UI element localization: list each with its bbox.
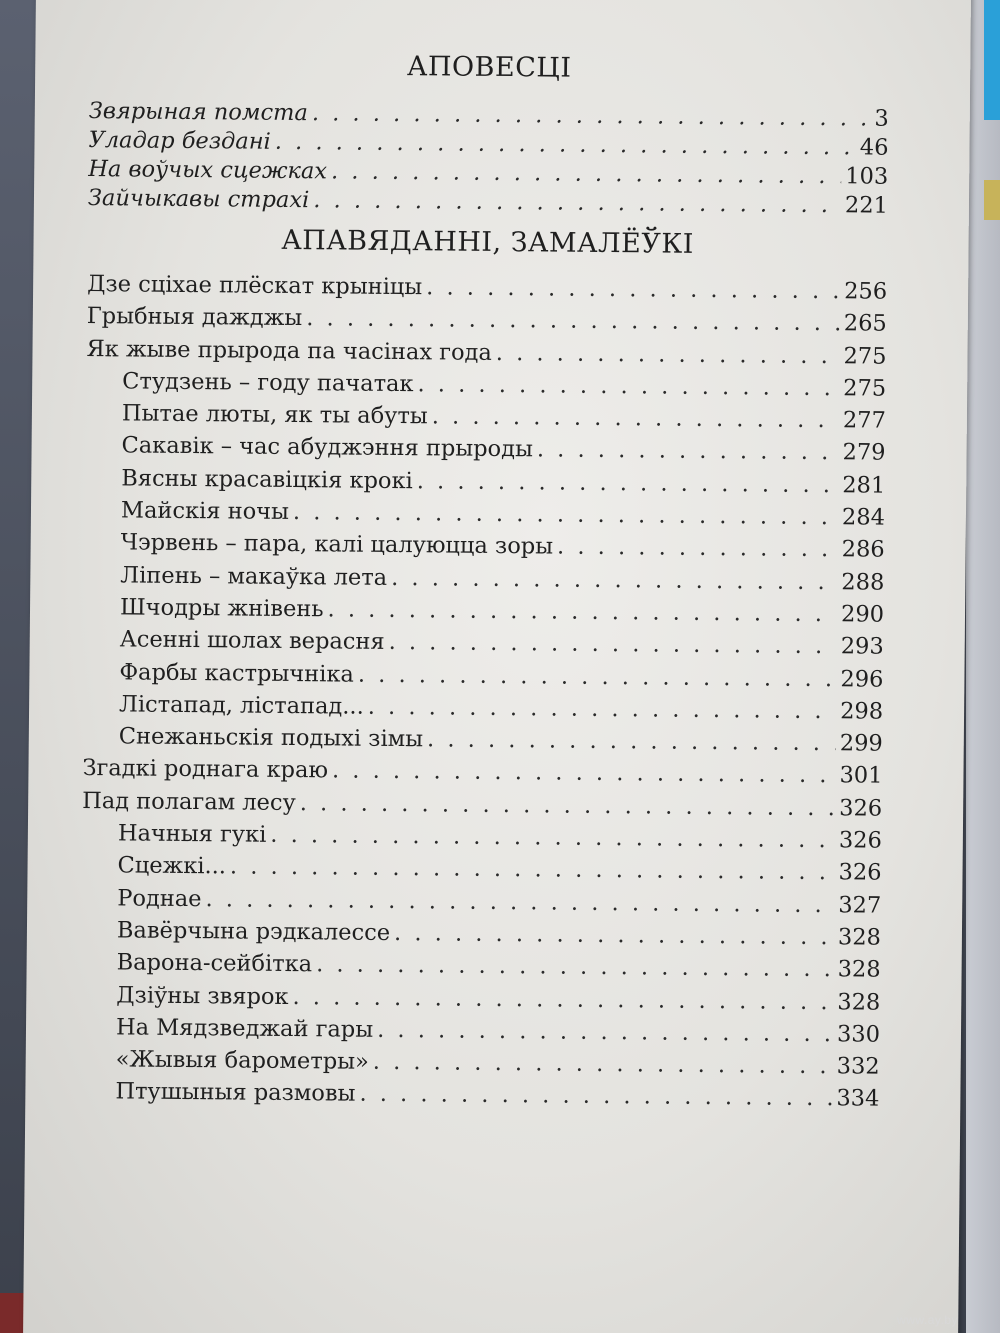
toc-leader-dots bbox=[316, 948, 834, 985]
toc-entry-page-number: 284 bbox=[841, 504, 886, 531]
toc-leader-dots bbox=[358, 658, 837, 695]
toc-entry-page-number: 328 bbox=[837, 924, 882, 951]
toc-leader-dots bbox=[496, 337, 840, 372]
toc-entry-title: Згадкі роднага краю bbox=[82, 755, 329, 784]
toc-entry-page-number: 277 bbox=[842, 407, 887, 434]
toc-entry-title: Шчодры жнівень bbox=[119, 594, 324, 623]
toc-entry-title: Грыбныя дажджы bbox=[86, 303, 303, 332]
toc-entry-page-number: 334 bbox=[836, 1085, 880, 1113]
toc-entry-page-number: 326 bbox=[839, 795, 883, 822]
toc-entry-title: Звярыная помста bbox=[88, 98, 309, 127]
toc-entry-page-number: 326 bbox=[838, 859, 882, 887]
toc-entry-page-number: 221 bbox=[844, 192, 889, 219]
toc-entry-page-number: 103 bbox=[845, 163, 889, 190]
toc-entry-page-number: 275 bbox=[843, 342, 887, 370]
toc-entry-title: Сакавік – час абуджэння прыроды bbox=[121, 432, 534, 463]
table-of-contents bbox=[79, 48, 889, 1115]
toc-leader-dots bbox=[391, 562, 838, 598]
toc-list bbox=[88, 97, 889, 221]
toc-entry-title: Птушыныя размовы bbox=[115, 1078, 356, 1108]
toc-entry-page-number: 46 bbox=[859, 134, 889, 161]
toc-leader-dots bbox=[537, 434, 839, 469]
background-yellow-object bbox=[984, 180, 1000, 220]
toc-leader-dots bbox=[427, 723, 836, 759]
toc-entry-page-number: 328 bbox=[837, 956, 881, 983]
toc-entry-title: Снежаньскія подыхі зімы bbox=[118, 723, 424, 753]
toc-entry-title: Вавёрчына рэдкалессе bbox=[116, 917, 391, 946]
watermark: www.ay.by bbox=[897, 1313, 958, 1327]
toc-entry-title: Варона-сейбітка bbox=[116, 949, 313, 978]
toc-leader-dots bbox=[327, 593, 837, 630]
toc-entry-page-number: 288 bbox=[841, 568, 885, 596]
book-page bbox=[23, 0, 971, 1333]
toc-entry-title: На Мядзведжай гары bbox=[115, 1014, 374, 1043]
toc-entry-title: Уладар бездані bbox=[88, 127, 271, 155]
background-blue-object bbox=[984, 0, 1000, 120]
toc-entry-title: Фарбы кастрычніка bbox=[119, 658, 355, 688]
toc-leader-dots bbox=[377, 1014, 833, 1050]
toc-leader-dots bbox=[300, 787, 836, 824]
toc-leader-dots bbox=[359, 1078, 832, 1115]
toc-entry-page-number: 265 bbox=[843, 310, 887, 337]
toc-entry-title: Чэрвень – пара, калі цалуюцца зоры bbox=[120, 529, 554, 560]
toc-entry-page-number: 3 bbox=[874, 105, 889, 132]
toc-entry-title: Вясны красавіцкія крокі bbox=[121, 465, 413, 494]
toc-entry-page-number: 279 bbox=[842, 439, 886, 467]
toc-entry-title: Дзіўны звярок bbox=[116, 981, 289, 1010]
toc-entry-title: Роднае bbox=[117, 884, 202, 912]
toc-entry-page-number: 293 bbox=[840, 633, 884, 660]
toc-entry-page-number: 332 bbox=[836, 1053, 880, 1080]
toc-leader-dots bbox=[417, 465, 839, 501]
toc-entry-title: Лістапад, лістапад... bbox=[119, 691, 364, 720]
toc-entry-page-number: 296 bbox=[840, 665, 884, 693]
toc-leader-dots bbox=[313, 186, 841, 220]
toc-entry-page-number: 301 bbox=[839, 762, 883, 790]
toc-leader-dots bbox=[332, 755, 836, 792]
toc-leader-dots bbox=[293, 496, 838, 533]
toc-entry-title: Пытае люты, як ты абуты bbox=[121, 400, 428, 430]
toc-entry-title: «Жывыя барометры» bbox=[115, 1046, 369, 1075]
toc-entry-title: Пад полагам лесу bbox=[82, 787, 296, 816]
toc-leader-dots bbox=[388, 626, 836, 662]
toc-list bbox=[79, 268, 887, 1115]
toc-entry bbox=[79, 1075, 879, 1115]
toc-leader-dots bbox=[292, 981, 833, 1018]
toc-entry-page-number: 299 bbox=[839, 730, 883, 757]
toc-entry-title: Студзень – году пачатак bbox=[122, 368, 414, 398]
toc-leader-dots bbox=[426, 271, 840, 307]
toc-leader-dots bbox=[394, 917, 834, 953]
toc-entry-page-number: 330 bbox=[836, 1021, 881, 1048]
section-heading: АПАВЯДАННІ, ЗАМАЛЁЎКІ bbox=[281, 224, 695, 260]
toc-entry-page-number: 290 bbox=[840, 601, 885, 628]
toc-leader-dots bbox=[557, 531, 838, 566]
toc-entry-title: Майскія ночы bbox=[120, 497, 290, 526]
toc-leader-dots bbox=[432, 401, 839, 437]
toc-entry-title: Як жыве прырода па часінах года bbox=[86, 335, 492, 366]
toc-entry-title: Зайчыкавы страхі bbox=[87, 185, 310, 214]
toc-entry-title: Ліпень – макаўка лета bbox=[120, 562, 388, 591]
toc-entry-page-number: 281 bbox=[842, 472, 886, 499]
toc-section-short-stories bbox=[79, 223, 887, 1115]
toc-entry-page-number: 327 bbox=[838, 891, 882, 919]
toc-entry-title: Асенні шолах верасня bbox=[119, 626, 385, 656]
toc-leader-dots bbox=[270, 819, 835, 856]
section-heading: АПОВЕСЦІ bbox=[406, 51, 572, 84]
toc-entry-page-number: 286 bbox=[841, 536, 885, 564]
toc-entry-title: Начныя гукі bbox=[117, 820, 267, 848]
toc-entry-page-number: 328 bbox=[837, 988, 881, 1016]
toc-leader-dots bbox=[417, 368, 839, 404]
toc-entry-page-number: 256 bbox=[844, 278, 888, 305]
toc-leader-dots bbox=[373, 1046, 833, 1082]
toc-section-stories bbox=[88, 48, 890, 221]
toc-leader-dots bbox=[230, 851, 835, 889]
toc-entry-title: На воўчых сцежках bbox=[88, 156, 328, 185]
toc-leader-dots bbox=[306, 302, 840, 339]
toc-entry-title: Дзе сціхае плёскат крыніцы bbox=[87, 271, 423, 301]
toc-entry-page-number: 326 bbox=[838, 827, 882, 854]
toc-entry-page-number: 298 bbox=[840, 698, 884, 725]
toc-entry-title: Сцежкі... bbox=[117, 852, 227, 880]
toc-leader-dots bbox=[368, 691, 837, 727]
toc-entry-page-number: 275 bbox=[843, 375, 887, 402]
